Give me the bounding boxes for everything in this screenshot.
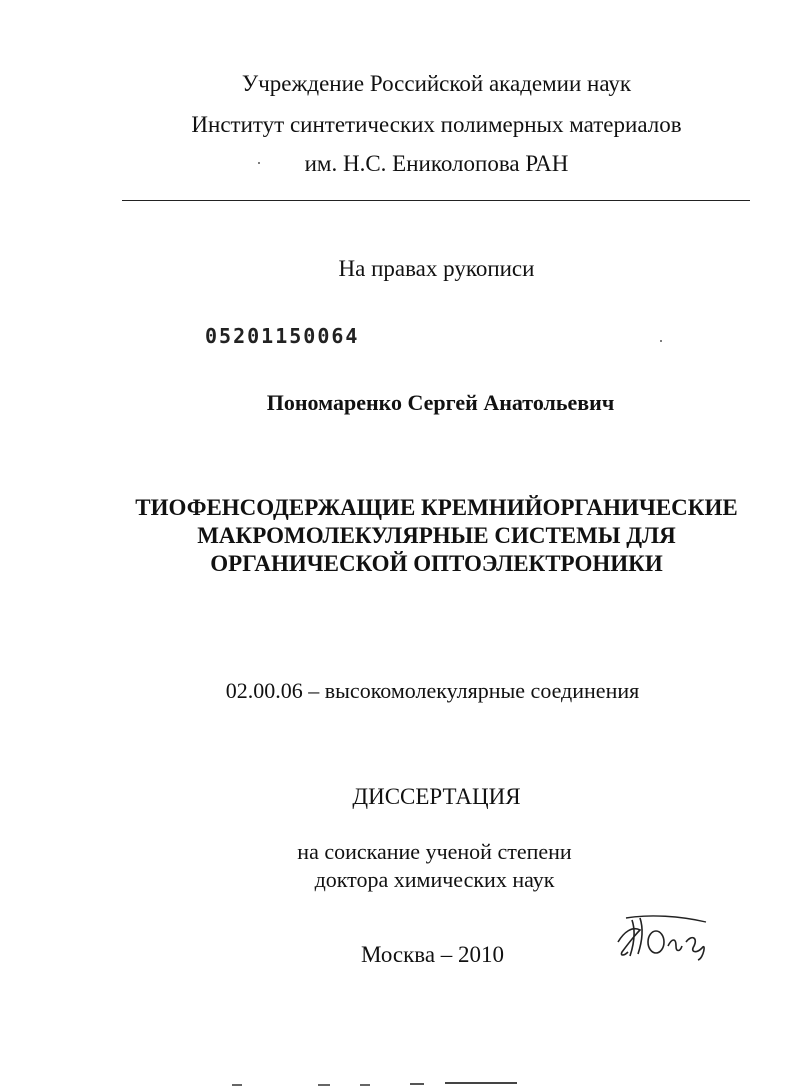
manuscript-note: На правах рукописи (338, 256, 535, 281)
title-line-2: МАКРОМОЛЕКУЛЯРНЫЕ СИСТЕМЫ ДЛЯ (197, 523, 676, 548)
institution-line-3: им. Н.С. Ениколопова РАН (304, 151, 569, 176)
handwritten-signature (610, 912, 720, 962)
scan-speck (660, 340, 662, 342)
institution-line-1: Учреждение Российской академии наук (241, 71, 632, 96)
header-divider (122, 200, 750, 201)
title-line-1: ТИОФЕНСОДЕРЖАЩИЕ КРЕМНИЙОРГАНИЧЕСКИЕ (135, 495, 738, 520)
scan-edge-artifacts (0, 1078, 793, 1088)
title-line-3: ОРГАНИЧЕСКОЙ ОПТОЭЛЕКТРОНИКИ (210, 551, 663, 576)
scan-speck (258, 162, 260, 164)
archive-number: 05201150064 (205, 324, 360, 348)
specialty-code: 02.00.06 – высокомолекулярные соединения (225, 678, 640, 703)
place-year: Москва – 2010 (360, 942, 505, 967)
degree-line-1: на соискание ученой степени (297, 839, 572, 864)
document-type: ДИССЕРТАЦИЯ (352, 784, 521, 809)
degree-line-2: доктора химических наук (314, 867, 555, 892)
institution-line-2: Институт синтетических полимерных материалов (191, 112, 682, 137)
author-name: Пономаренко Сергей Анатольевич (266, 390, 615, 415)
